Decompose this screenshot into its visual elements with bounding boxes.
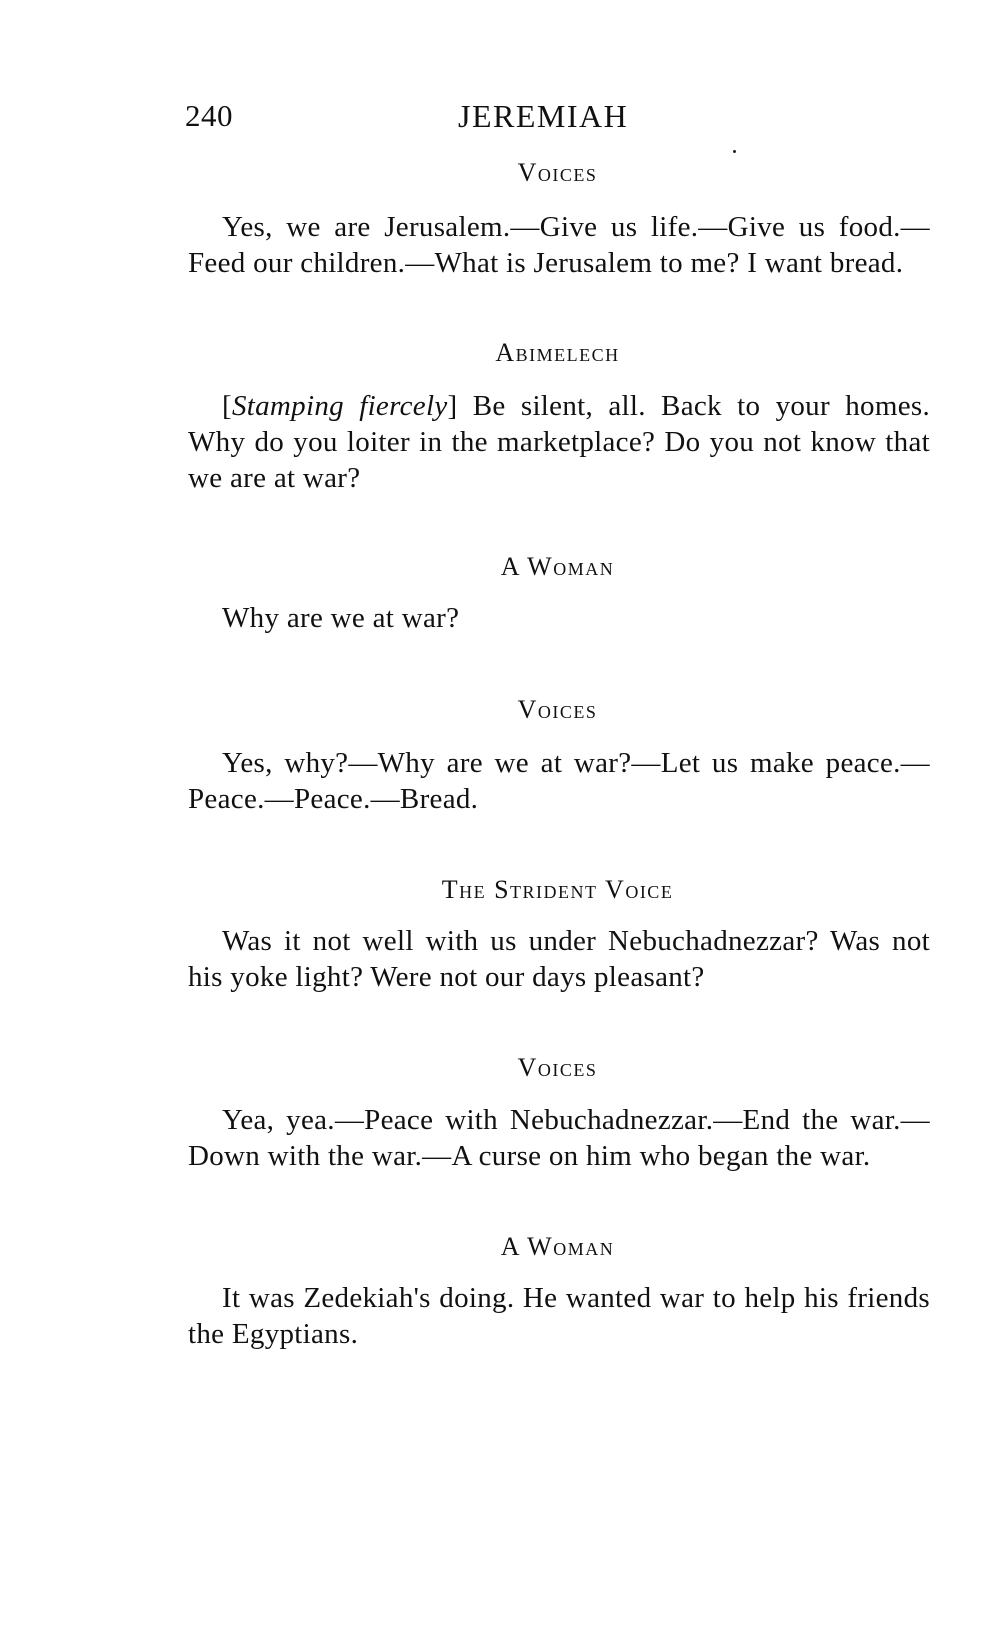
speech-text: Yes, we are Jerusalem.—Give us life.—Give us food.—Feed our children.—What is Jerusalem to me? I want bread. xyxy=(188,211,930,279)
running-title: JEREMIAH xyxy=(458,98,629,134)
ink-speck xyxy=(733,150,736,153)
speech-text: Yea, yea.—Peace with Nebuchadnezzar.—End the war.—Down with the war.—A curse on him who began the war. xyxy=(188,1104,930,1172)
speech-text: Was it not well with us under Nebuchadnezzar? Was not his yoke light? Were not our days pleasant? xyxy=(188,925,930,993)
speaker-label: Voices xyxy=(517,1053,598,1082)
speaker-label: A Woman xyxy=(500,1232,615,1261)
speech-text: It was Zedekiah's doing. He wanted war to help his friends the Egyptians. xyxy=(188,1282,930,1350)
speaker-label: A Woman xyxy=(500,552,615,581)
speaker-label: Voices xyxy=(517,158,598,187)
speech-text: [Stamping fiercely] Be silent, all. Back to your homes. Why do you loiter in the marketplace? Do you not know that we are at war? xyxy=(188,390,930,494)
speech-text: Why are we at war? xyxy=(222,602,460,634)
page-number: 240 xyxy=(185,98,233,133)
stage-direction: Stamping fiercely xyxy=(231,390,448,422)
speech-body: Be silent, all. Back to your homes. Why do you loiter in the marketplace? Do you not know that we are at war? xyxy=(188,390,930,494)
speaker-label: Voices xyxy=(517,695,598,724)
speaker-label: Abimelech xyxy=(495,338,620,367)
speaker-label: The Strident Voice xyxy=(441,875,674,904)
speech-text: Yes, why?—Why are we at war?—Let us make peace.—Peace.—Peace.—Bread. xyxy=(188,747,930,815)
